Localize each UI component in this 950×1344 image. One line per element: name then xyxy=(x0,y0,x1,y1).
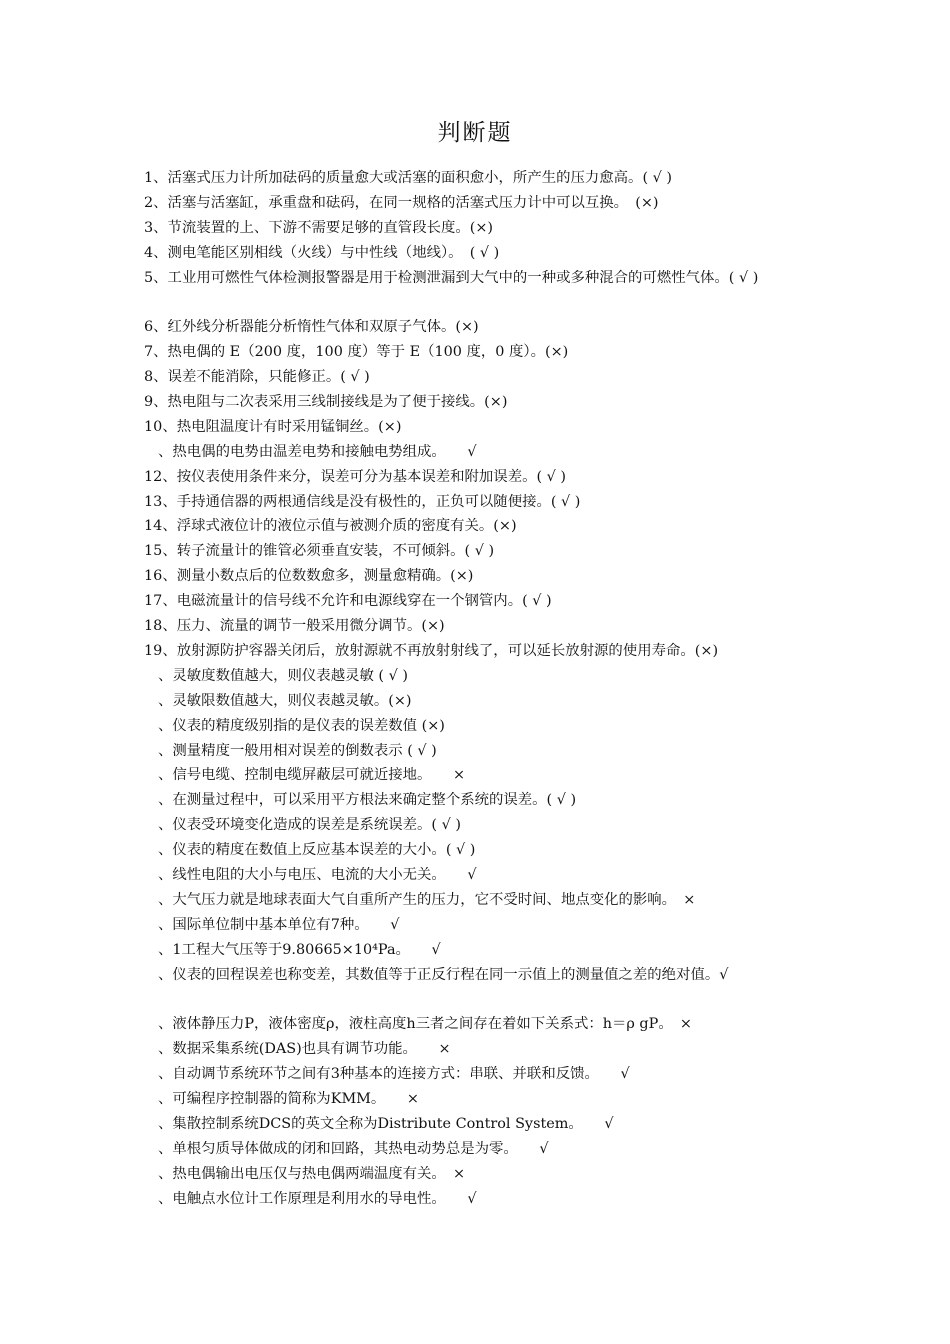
question-item xyxy=(144,763,824,788)
question-item xyxy=(144,166,824,191)
question-text: 、灵敏度数值越大，则仪表越灵敏 ( √ ) xyxy=(158,667,408,684)
question-text: 、仪表受环境变化造成的误差是系统误差。( √ ) xyxy=(158,817,461,834)
question-item xyxy=(144,639,824,664)
question-item xyxy=(144,1062,824,1087)
question-item xyxy=(144,1162,824,1187)
question-text: 、大气压力就是地球表面大气自重所产生的压力，它不受时间、地点变化的影响。 × xyxy=(158,891,696,908)
question-number: 9 xyxy=(144,394,154,411)
question-text: 、测电笔能区别相线（火线）与中性线（地线）。 ( √ ) xyxy=(153,244,500,261)
question-text: 、线性电阻的大小与电压、电流的大小无关。 √ xyxy=(158,866,477,883)
question-item xyxy=(144,564,824,589)
question-text: 、国际单位制中基本单位有7种。 √ xyxy=(158,916,400,933)
question-text: 、电触点水位计工作原理是利用水的导电性。 √ xyxy=(158,1190,477,1207)
question-item xyxy=(144,938,824,963)
question-text: 、1工程大气压等于9.80665×10⁴Pa。 √ xyxy=(158,941,441,958)
question-item xyxy=(144,216,824,241)
question-text: 、放射源防护容器关闭后，放射源就不再放射射线了，可以延长放射源的使用寿命。(×) xyxy=(162,642,719,659)
question-text: 、热电偶输出电压仅与热电偶两端温度有关。 × xyxy=(158,1165,466,1182)
question-item xyxy=(144,838,824,863)
question-item xyxy=(144,1112,824,1137)
question-item xyxy=(144,913,824,938)
question-item xyxy=(144,963,824,1013)
question-text: 、单根匀质导体做成的闭和回路，其热电动势总是为零。 √ xyxy=(158,1140,549,1157)
question-text: 、仪表的精度在数值上反应基本误差的大小。( √ ) xyxy=(158,842,476,859)
question-item xyxy=(144,714,824,739)
question-text: 、手持通信器的两根通信线是没有极性的，正负可以随便接。( √ ) xyxy=(162,493,581,510)
question-text: 、热电阻与二次表采用三线制接线是为了便于接线。(×) xyxy=(153,394,508,411)
question-item xyxy=(144,863,824,888)
question-number: 6 xyxy=(144,319,154,336)
question-item xyxy=(144,1187,824,1212)
question-text: 、自动调节系统环节之间有3种基本的连接方式：串联、并联和反馈。 √ xyxy=(158,1066,630,1083)
question-item xyxy=(144,1012,824,1037)
question-number: 2 xyxy=(144,194,154,211)
question-item xyxy=(144,689,824,714)
question-item xyxy=(144,739,824,764)
question-item xyxy=(144,788,824,813)
question-text: 、测量小数点后的位数数愈多，测量愈精确。(×) xyxy=(162,568,474,585)
question-number: 10 xyxy=(144,418,163,435)
question-item xyxy=(144,390,824,415)
question-number: 19 xyxy=(144,642,163,659)
question-text: 、活塞式压力计所加砝码的质量愈大或活塞的面积愈小，所产生的压力愈高。( √ ) xyxy=(153,170,672,186)
question-number: 4 xyxy=(144,244,154,261)
question-item xyxy=(144,315,824,340)
question-number: 14 xyxy=(144,518,163,535)
question-text: 、转子流量计的锥管必须垂直安装，不可倾斜。( √ ) xyxy=(162,543,495,560)
question-item xyxy=(144,490,824,515)
question-number: 8 xyxy=(144,369,154,386)
question-number: 5 xyxy=(144,269,154,286)
question-text: 、工业用可燃性气体检测报警器是用于检测泄漏到大气中的一种或多种混合的可燃性气体。( √ ) xyxy=(153,269,759,286)
question-text: 、浮球式液位计的液位示值与被测介质的密度有关。(×) xyxy=(162,518,517,535)
question-item xyxy=(144,266,824,316)
question-text: 、可编程序控制器的简称为KMM。 × xyxy=(158,1090,419,1107)
question-number: 13 xyxy=(144,493,163,510)
question-text: 、压力、流量的调节一般采用微分调节。(×) xyxy=(162,618,445,635)
question-item xyxy=(144,415,824,440)
question-number: 17 xyxy=(144,593,163,610)
question-text: 、集散控制系统DCS的英文全称为Distribute Control System。 √ xyxy=(158,1115,614,1132)
question-text: 、误差不能消除，只能修正。( √ ) xyxy=(153,369,370,386)
question-item xyxy=(144,191,824,216)
question-text: 、热电偶的电势由温差电势和接触电势组成。 √ xyxy=(158,443,477,460)
question-text: 、电磁流量计的信号线不允许和电源线穿在一个钢管内。( √ ) xyxy=(162,593,552,610)
question-item xyxy=(144,365,824,390)
question-item xyxy=(144,1137,824,1162)
question-list xyxy=(144,166,824,1211)
question-number: 16 xyxy=(144,568,163,585)
page-title: 判断题 xyxy=(437,120,513,146)
question-item xyxy=(144,888,824,913)
question-text: 、数据采集系统(DAS)也具有调节功能。 × xyxy=(158,1041,451,1058)
question-text: 、热电阻温度计有时采用锰铜丝。(×) xyxy=(162,418,402,435)
question-item xyxy=(144,813,824,838)
question-item xyxy=(144,664,824,689)
question-item xyxy=(144,589,824,614)
question-item xyxy=(144,514,824,539)
question-text: 、仪表的精度级别指的是仪表的误差数值 (×) xyxy=(158,717,445,734)
question-item xyxy=(144,1037,824,1062)
question-text: 、红外线分析器能分析惰性气体和双原子气体。(×) xyxy=(153,319,479,336)
question-text: 、信号电缆、控制电缆屏蔽层可就近接地。 × xyxy=(158,767,466,784)
question-number: 1 xyxy=(144,170,154,186)
question-text: 、测量精度一般用相对误差的倒数表示 ( √ ) xyxy=(158,742,437,759)
question-number: 15 xyxy=(144,543,163,560)
question-text: 、活塞与活塞缸，承重盘和砝码，在同一规格的活塞式压力计中可以互换。 (×) xyxy=(153,194,659,211)
question-item xyxy=(144,539,824,564)
question-text: 、灵敏限数值越大，则仪表越灵敏。(×) xyxy=(158,692,412,709)
question-text: 、仪表的回程误差也称变差，其数值等于正反行程在同一示值上的测量值之差的绝对值。√ xyxy=(158,966,729,983)
question-item xyxy=(144,241,824,266)
question-number: 12 xyxy=(144,468,163,485)
question-text: 、液体静压力P，液体密度ρ，液柱高度h三者之间存在着如下关系式：h＝ρ gP。 × xyxy=(158,1016,692,1033)
question-number: 7 xyxy=(144,344,154,361)
question-item xyxy=(144,340,824,365)
question-item xyxy=(144,440,824,465)
question-text: 、节流装置的上、下游不需要足够的直管段长度。(×) xyxy=(153,219,494,236)
question-item xyxy=(144,1087,824,1112)
question-item xyxy=(144,465,824,490)
question-text: 、热电偶的 E（200 度，100 度）等于 E（100 度，0 度）。(×) xyxy=(153,344,569,361)
question-number: 18 xyxy=(144,618,163,635)
question-number: 3 xyxy=(144,219,154,236)
question-item xyxy=(144,614,824,639)
question-text: 、在测量过程中，可以采用平方根法来确定整个系统的误差。( √ ) xyxy=(158,792,577,809)
question-text: 、按仪表使用条件来分，误差可分为基本误差和附加误差。( √ ) xyxy=(162,468,567,485)
